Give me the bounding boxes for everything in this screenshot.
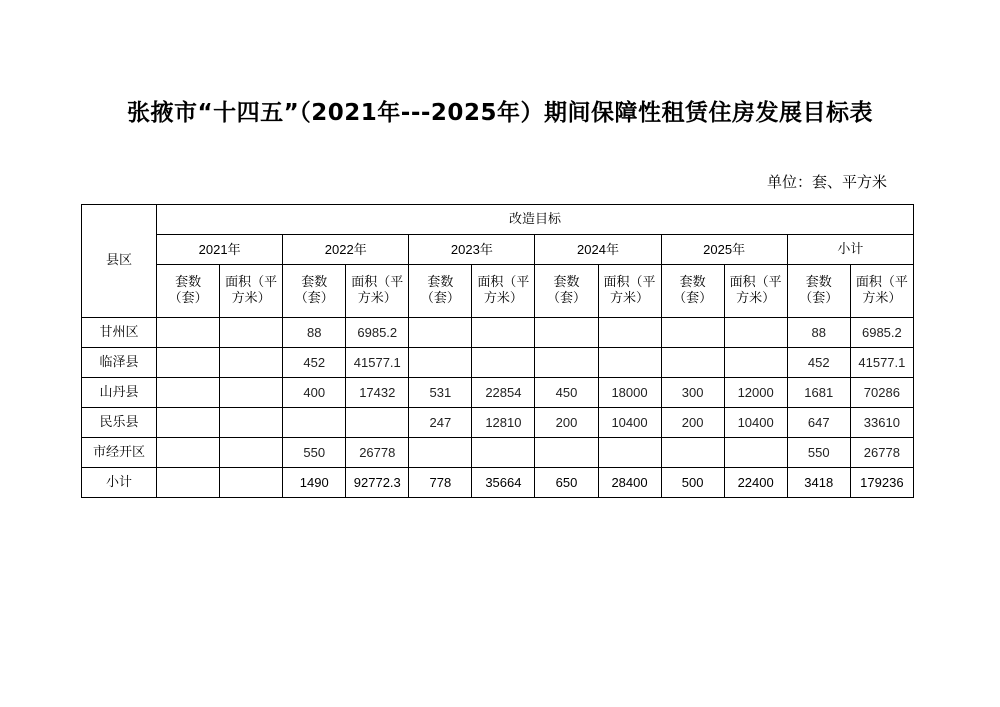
table-cell: 550 <box>787 438 850 468</box>
table-cell <box>220 378 283 408</box>
table-cell <box>535 348 598 378</box>
county-name: 民乐县 <box>82 408 157 438</box>
year-header: 2024年 <box>535 235 661 265</box>
table-cell <box>157 408 220 438</box>
table-cell <box>535 438 598 468</box>
table-cell: 200 <box>535 408 598 438</box>
area-subheader: 面积（平 方米） <box>346 265 409 318</box>
table-cell: 500 <box>661 468 724 498</box>
table-cell <box>409 348 472 378</box>
table-cell: 778 <box>409 468 472 498</box>
year-header: 2021年 <box>157 235 283 265</box>
table-cell: 17432 <box>346 378 409 408</box>
table-cell <box>283 408 346 438</box>
table-cell: 41577.1 <box>346 348 409 378</box>
year-header: 小计 <box>787 235 913 265</box>
area-subheader: 面积（平 方米） <box>598 265 661 318</box>
table-cell: 18000 <box>598 378 661 408</box>
table-cell <box>598 438 661 468</box>
table-cell: 452 <box>283 348 346 378</box>
unit-label: 单位：套、平方米 <box>766 173 887 191</box>
table-cell <box>724 348 787 378</box>
table-cell: 12000 <box>724 378 787 408</box>
count-subheader: 套数 （套） <box>535 265 598 318</box>
year-header: 2022年 <box>283 235 409 265</box>
table-cell: 1490 <box>283 468 346 498</box>
table-cell <box>409 318 472 348</box>
county-name: 山丹县 <box>82 378 157 408</box>
area-subheader: 面积（平 方米） <box>850 265 913 318</box>
table-cell <box>598 318 661 348</box>
table-row <box>82 348 914 378</box>
table-cell: 452 <box>787 348 850 378</box>
county-header: 县区 <box>82 205 157 318</box>
county-name: 甘州区 <box>82 318 157 348</box>
table-cell <box>220 408 283 438</box>
table-cell <box>661 438 724 468</box>
county-name: 临泽县 <box>82 348 157 378</box>
table-cell <box>220 318 283 348</box>
table-cell: 88 <box>787 318 850 348</box>
table-cell: 22854 <box>472 378 535 408</box>
table-row <box>82 318 914 348</box>
year-header: 2025年 <box>661 235 787 265</box>
table-cell <box>409 438 472 468</box>
table-cell <box>724 438 787 468</box>
table-cell <box>535 318 598 348</box>
table-cell: 70286 <box>850 378 913 408</box>
table-cell: 88 <box>283 318 346 348</box>
table-cell <box>157 318 220 348</box>
table-cell <box>157 468 220 498</box>
table-cell: 450 <box>535 378 598 408</box>
table-cell <box>661 348 724 378</box>
document-title: 张掖市“十四五”（2021年---2025年）期间保障性租赁住房发展目标表 <box>127 100 873 126</box>
table-cell: 647 <box>787 408 850 438</box>
table-row <box>82 378 914 408</box>
table-cell: 650 <box>535 468 598 498</box>
area-subheader: 面积（平 方米） <box>724 265 787 318</box>
table-cell: 26778 <box>346 438 409 468</box>
area-subheader: 面积（平 方米） <box>472 265 535 318</box>
table-cell: 41577.1 <box>850 348 913 378</box>
table-cell <box>220 438 283 468</box>
total-row <box>82 468 914 498</box>
table-cell <box>157 378 220 408</box>
table-cell: 26778 <box>850 438 913 468</box>
table-cell: 1681 <box>787 378 850 408</box>
table-cell: 3418 <box>787 468 850 498</box>
count-subheader: 套数 （套） <box>661 265 724 318</box>
table-cell <box>346 408 409 438</box>
table-cell <box>472 438 535 468</box>
count-subheader: 套数 （套） <box>787 265 850 318</box>
area-subheader: 面积（平 方米） <box>220 265 283 318</box>
table-cell: 6985.2 <box>850 318 913 348</box>
table-cell <box>220 468 283 498</box>
table-row <box>82 438 914 468</box>
table-cell <box>220 348 283 378</box>
table-cell: 92772.3 <box>346 468 409 498</box>
table-cell <box>472 348 535 378</box>
count-subheader: 套数 （套） <box>409 265 472 318</box>
housing-target-table <box>81 204 914 498</box>
table-cell: 10400 <box>724 408 787 438</box>
county-name: 市经开区 <box>82 438 157 468</box>
year-header: 2023年 <box>409 235 535 265</box>
table-cell: 33610 <box>850 408 913 438</box>
table-cell: 22400 <box>724 468 787 498</box>
table-cell: 12810 <box>472 408 535 438</box>
table-cell: 247 <box>409 408 472 438</box>
table-cell <box>598 348 661 378</box>
table-cell: 6985.2 <box>346 318 409 348</box>
table-cell: 200 <box>661 408 724 438</box>
table-cell <box>661 318 724 348</box>
total-label: 小计 <box>82 468 157 498</box>
table-cell <box>472 318 535 348</box>
count-subheader: 套数 （套） <box>157 265 220 318</box>
renovation-target-header: 改造目标 <box>157 205 914 235</box>
table-cell <box>157 348 220 378</box>
table-cell <box>724 318 787 348</box>
table-cell: 531 <box>409 378 472 408</box>
table-cell: 550 <box>283 438 346 468</box>
table-cell: 179236 <box>850 468 913 498</box>
count-subheader: 套数 （套） <box>283 265 346 318</box>
table-row <box>82 408 914 438</box>
table-cell: 35664 <box>472 468 535 498</box>
table-cell: 10400 <box>598 408 661 438</box>
table-cell: 28400 <box>598 468 661 498</box>
table-cell <box>157 438 220 468</box>
table-cell: 300 <box>661 378 724 408</box>
table-cell: 400 <box>283 378 346 408</box>
